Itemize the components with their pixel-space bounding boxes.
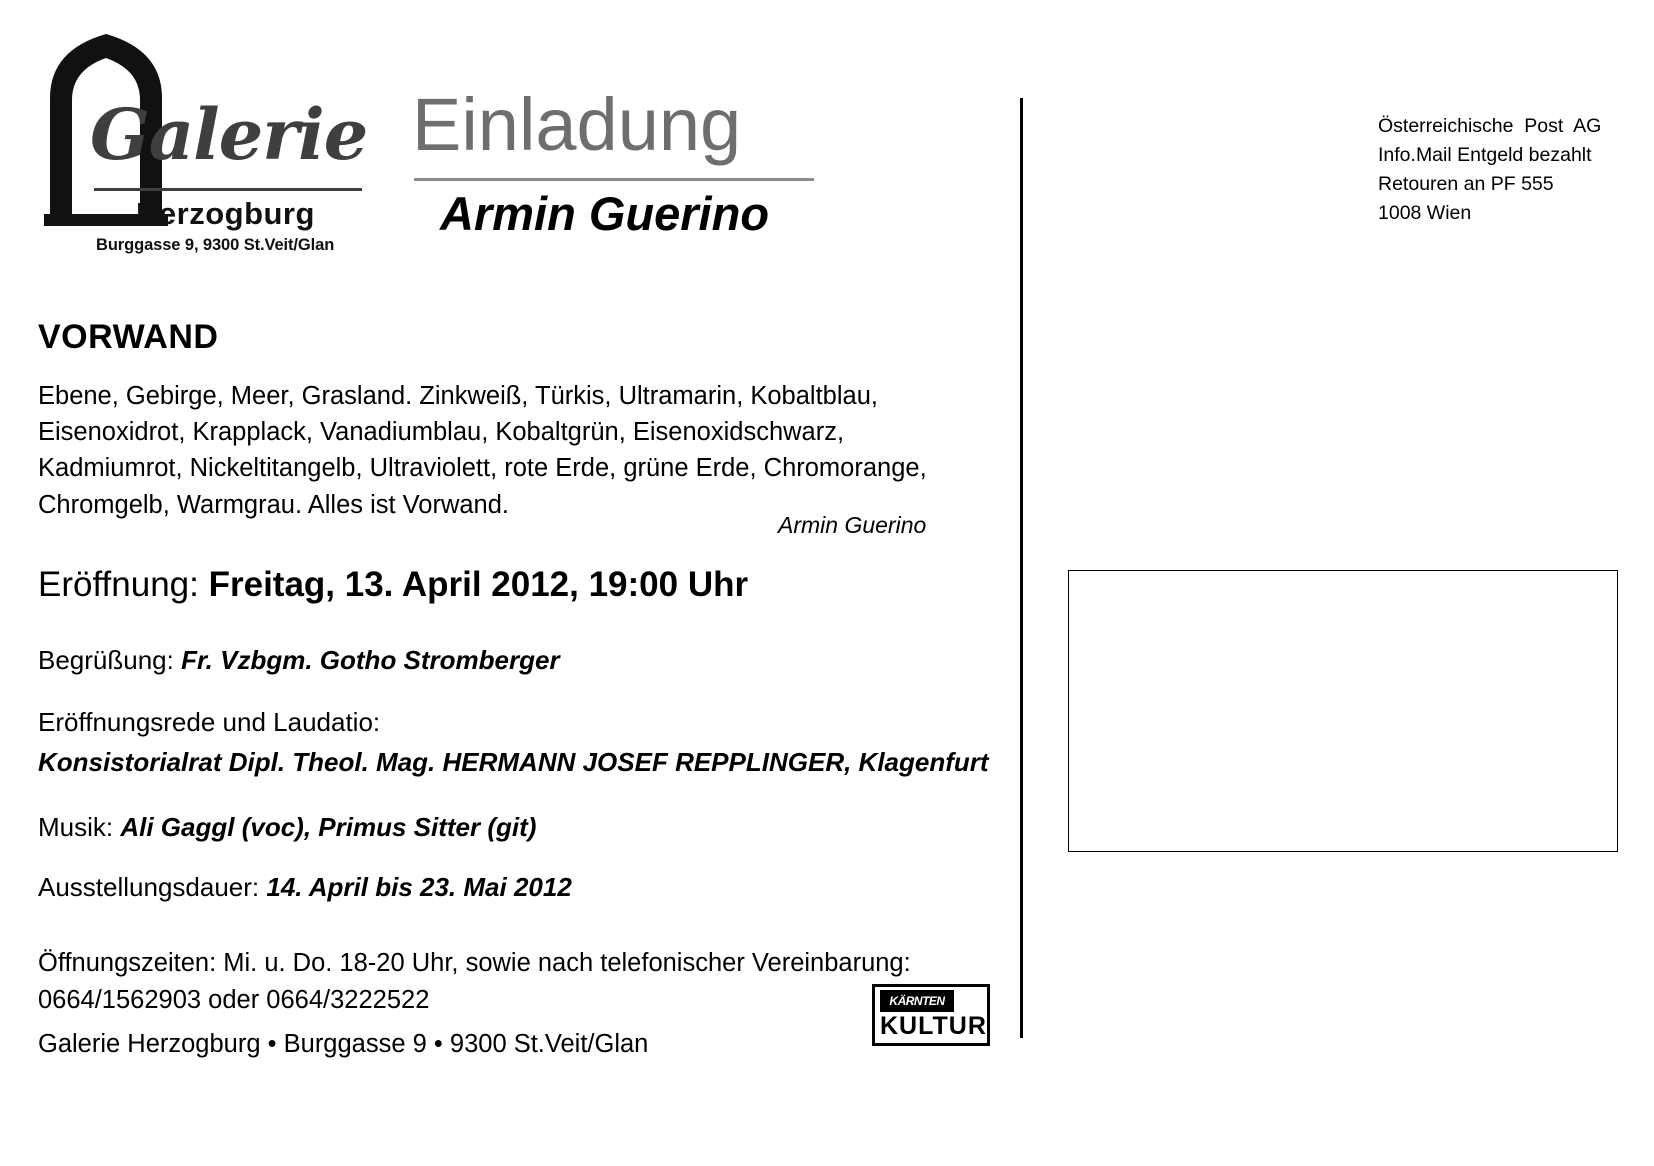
duration-value: 14. April bis 23. Mai 2012 xyxy=(266,872,572,902)
exhibition-title: VORWAND xyxy=(38,318,219,356)
logo-galerie-text: Galerie xyxy=(90,93,368,176)
greeting-line xyxy=(38,645,560,676)
laudatio-value: Konsistorialrat Dipl. Theol. Mag. HERMANN JOSEF REPPLINGER, Klagenfurt xyxy=(38,747,989,777)
venue-line: Galerie Herzogburg • Burggasse 9 • 9300 St.Veit/Glan xyxy=(38,1030,649,1058)
postal-line-1: Österreichische Post AG xyxy=(1378,115,1602,137)
music-label: Musik: xyxy=(38,812,114,842)
logo-address-text: Burggasse 9, 9300 St.Veit/Glan xyxy=(96,236,335,254)
opening-value: Freitag, 13. April 2012, 19:00 Uhr xyxy=(208,565,749,604)
postal-line-2: Info.Mail Entgeld bezahlt xyxy=(1378,143,1592,166)
statement-signature: Armin Guerino xyxy=(778,512,927,538)
gallery-logo xyxy=(38,28,368,254)
duration-line xyxy=(38,872,572,903)
invitation-heading: Einladung xyxy=(412,83,742,166)
vertical-divider xyxy=(1020,98,1023,1038)
kultur-logo-bottom-text: KULTUR xyxy=(880,1012,987,1040)
duration-label: Ausstellungsdauer: xyxy=(38,872,260,902)
music-value: Ali Gaggl (voc), Primus Sitter (git) xyxy=(120,812,537,842)
artist-name: Armin Guerino xyxy=(440,187,770,240)
title-divider xyxy=(414,178,814,181)
artist-statement: Ebene, Gebirge, Meer, Grasland. Zinkweiß, Türkis, Ultramarin, Kobaltblau, Eisenoxidrot, Krapplack, Vanadiumblau, Kobaltgrün, Eisenoxidschwarz, Kadmiumrot, Nickeltitangelb, Ultraviolett, rote Erde, grüne Erde, Chromorange, Chromgelb, Warmgrau. Alles ist Vorwand. xyxy=(38,382,927,519)
opening-hours: Öffnungszeiten: Mi. u. Do. 18-20 Uhr, sowie nach telefonischer Vereinbarung: 0664/1562903 oder 0664/3222522 xyxy=(38,949,911,1014)
logo-herzogburg-text: Herzogburg xyxy=(136,196,315,231)
music-line xyxy=(38,812,536,843)
postal-info xyxy=(1378,112,1601,227)
greeting-label: Begrüßung: xyxy=(38,645,174,675)
postal-line-3: Retouren an PF 555 xyxy=(1378,172,1554,195)
kaernten-kultur-logo xyxy=(872,984,990,1046)
opening-line xyxy=(38,565,748,605)
logo-divider xyxy=(94,188,362,191)
greeting-value: Fr. Vzbgm. Gotho Stromberger xyxy=(181,645,560,675)
kultur-logo-top-text: KÄRNTEN xyxy=(880,990,954,1012)
address-box xyxy=(1068,570,1618,852)
laudatio-label: Eröffnungsrede und Laudatio: xyxy=(38,707,381,737)
postal-line-4: 1008 Wien xyxy=(1378,201,1472,224)
opening-label: Eröffnung: xyxy=(38,565,199,604)
